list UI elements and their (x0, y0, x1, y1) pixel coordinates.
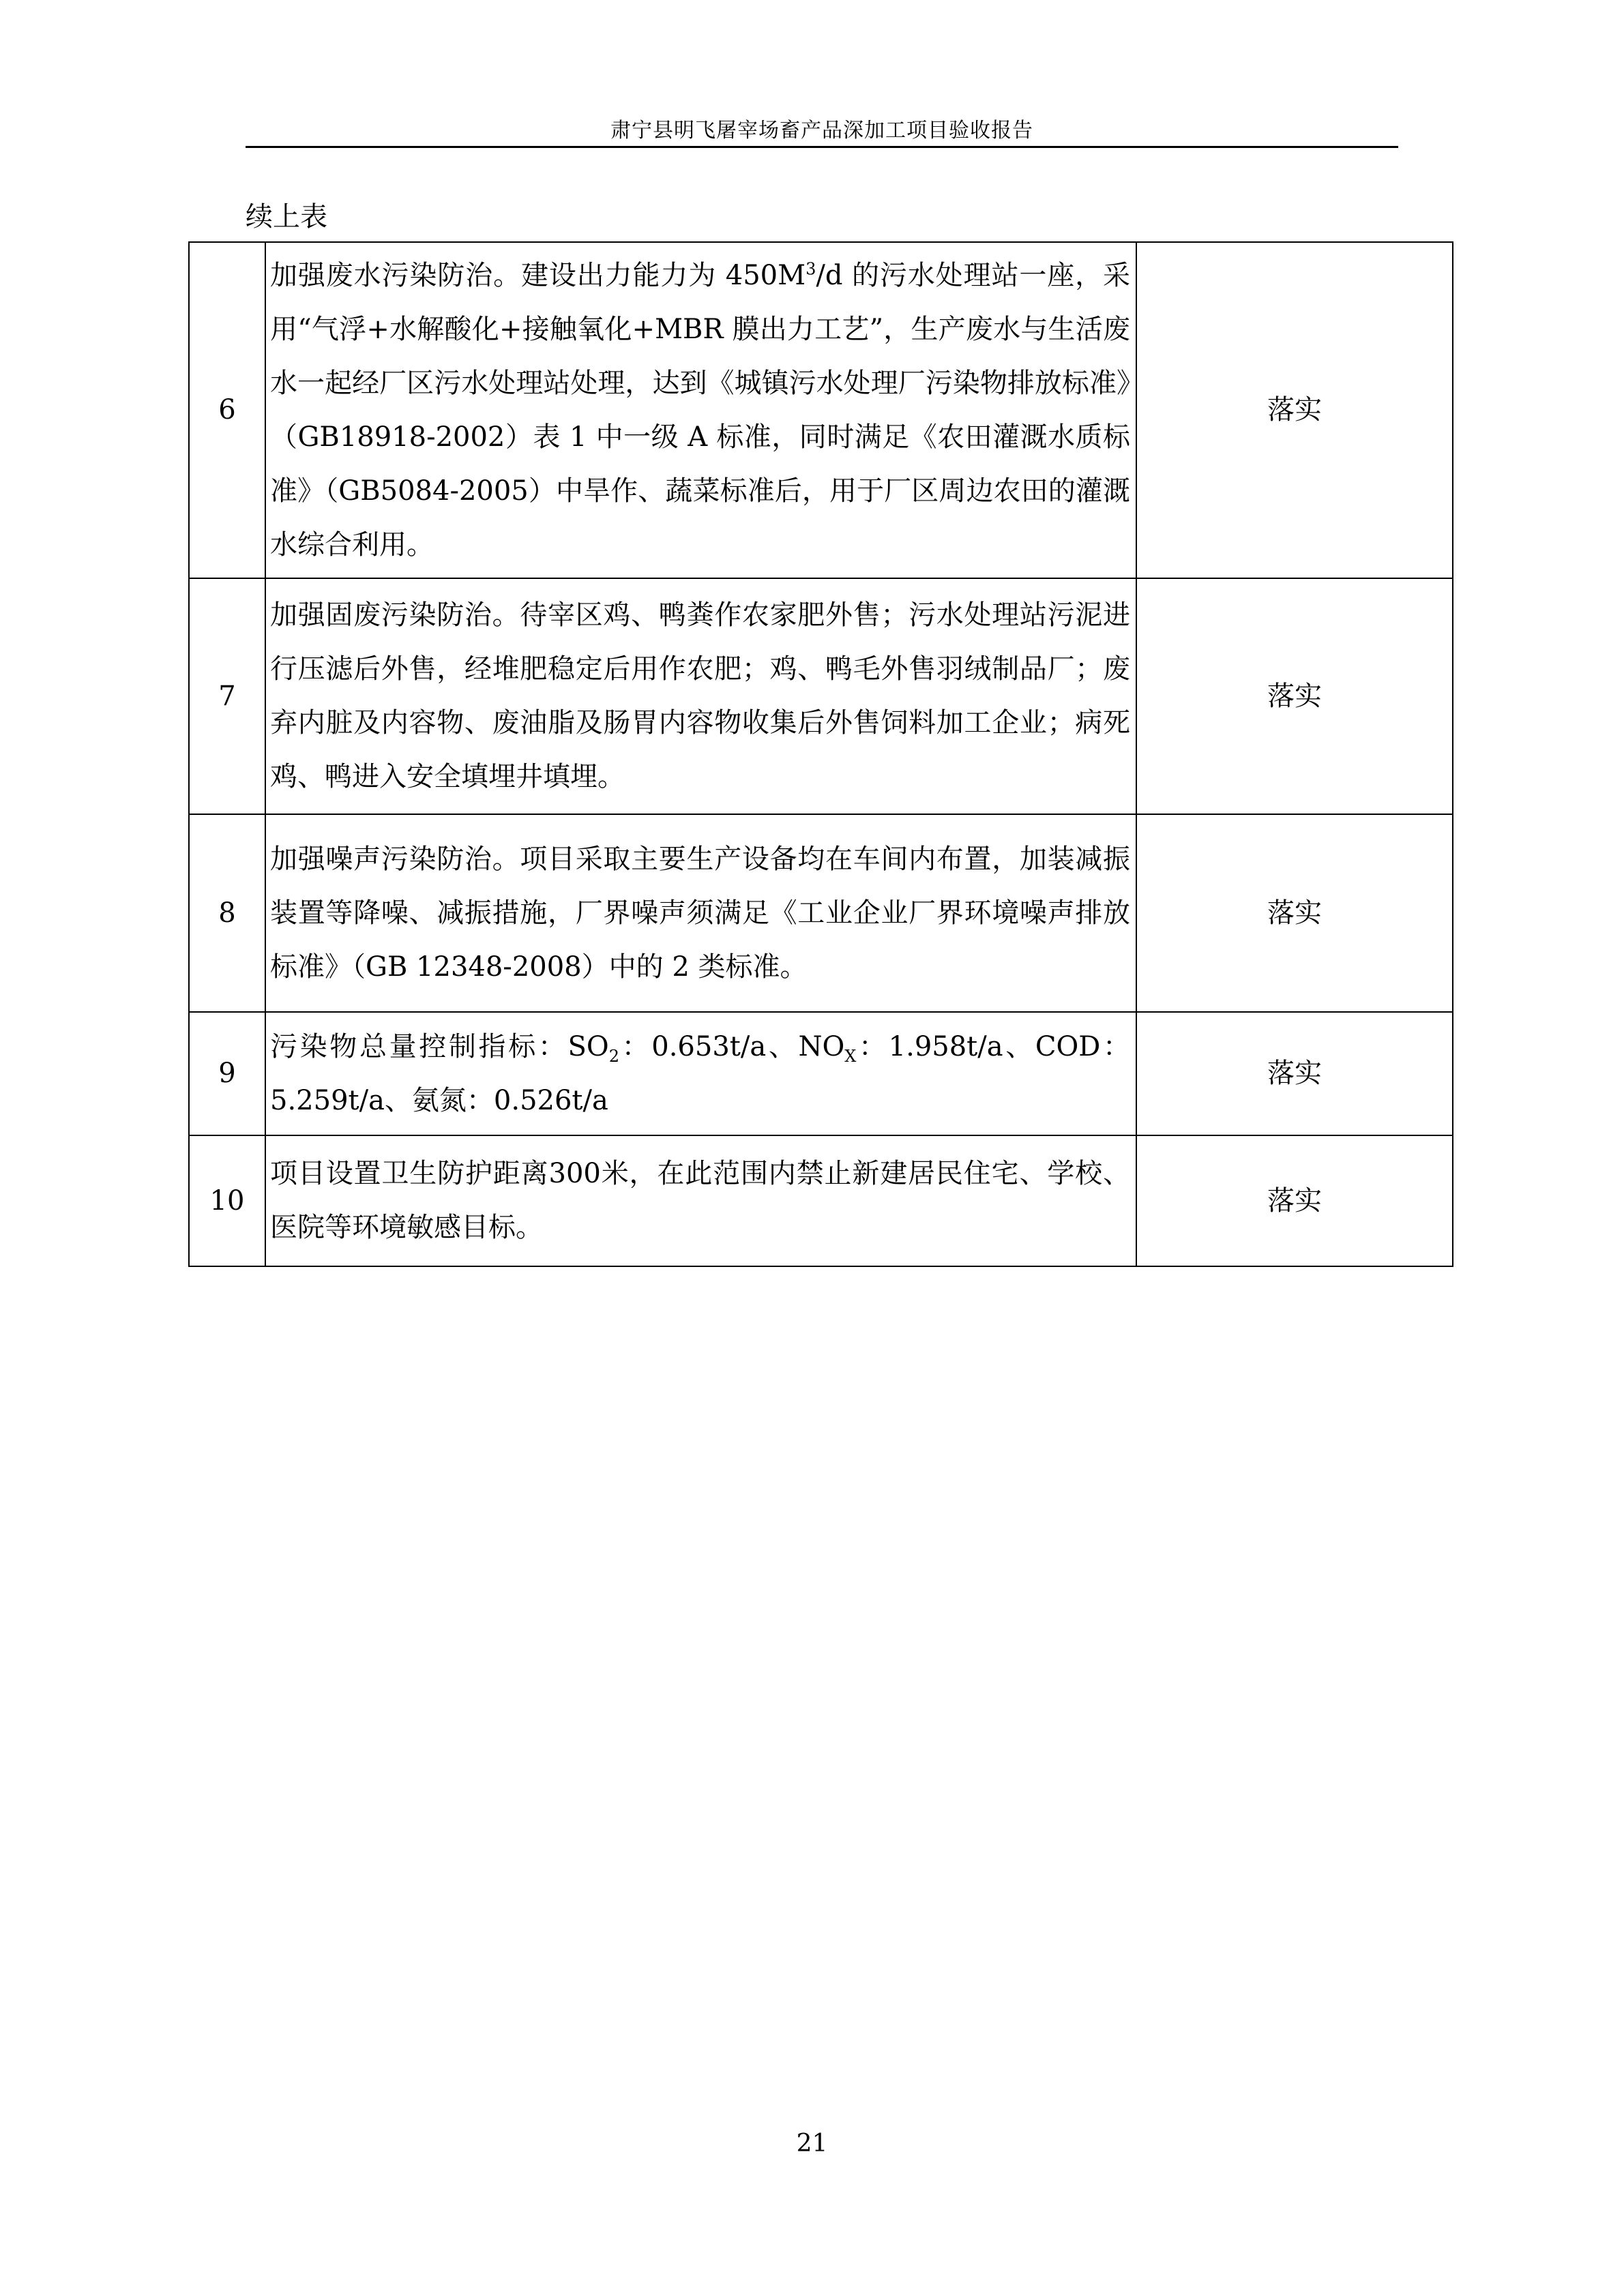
requirement-text-part: ：1.958t/a、COD：5.259t/a、氨氮：0.526t/a (270, 1030, 1130, 1116)
requirement-text (265, 242, 1136, 578)
page-header-title: 肃宁县明飞屠宰场畜产品深加工项目验收报告 (610, 119, 1033, 143)
table-row (189, 242, 1453, 578)
implementation-status: 落实 (1136, 578, 1453, 814)
subscript-index: X (844, 1046, 857, 1066)
page-number: 21 (796, 2130, 828, 2158)
requirement-text-part: 加强废水污染防治。建设出力能力为 450M (270, 259, 806, 291)
acceptance-table (188, 241, 1453, 1267)
table-row (189, 578, 1453, 814)
row-number: 8 (189, 814, 265, 1012)
table-row (189, 1012, 1453, 1135)
requirement-text-part: /d 的污水处理站一座，采用“气浮+水解酸化+接触氧化+MBR 膜出力工艺”，生产废水与生活废水一起经厂区污水处理站处理，达到《城镇污水处理厂污染物排放标准》（GB18918-2002）表 1 中一级 A 标准，同时满足《农田灌溉水质标准》（GB5084-2005）中旱作、蔬菜标准后，用于厂区周边农田的灌溉水综合利用。 (270, 259, 1130, 561)
subscript-index: 2 (608, 1046, 619, 1066)
requirement-text: 加强固废污染防治。待宰区鸡、鸭粪作农家肥外售；污水处理站污泥进行压滤后外售，经堆肥稳定后用作农肥；鸡、鸭毛外售羽绒制品厂；废弃内脏及内容物、废油脂及肠胃内容物收集后外售饲料加工企业；病死鸡、鸭进入安全填埋井填埋。 (265, 578, 1136, 814)
requirement-text: 项目设置卫生防护距离300米，在此范围内禁止新建居民住宅、学校、医院等环境敏感目标。 (265, 1135, 1136, 1266)
implementation-status: 落实 (1136, 1135, 1453, 1266)
requirement-text-part: ：0.653t/a、NO (619, 1030, 845, 1062)
table-row (189, 814, 1453, 1012)
row-number: 6 (189, 242, 265, 578)
implementation-status: 落实 (1136, 242, 1453, 578)
requirement-text (265, 1012, 1136, 1135)
implementation-status: 落实 (1136, 814, 1453, 1012)
implementation-status: 落实 (1136, 1012, 1453, 1135)
row-number: 9 (189, 1012, 265, 1135)
requirement-text: 加强噪声污染防治。项目采取主要生产设备均在车间内布置，加装减振装置等降噪、减振措施，厂界噪声须满足《工业企业厂界环境噪声排放标准》（GB 12348-2008）中的 2 类标准。 (265, 814, 1136, 1012)
requirement-text-part: 污染物总量控制指标：SO (270, 1030, 609, 1062)
row-number: 10 (189, 1135, 265, 1266)
row-number: 7 (189, 578, 265, 814)
continued-table-label: 续上表 (246, 201, 327, 233)
superscript-exponent: 3 (806, 259, 816, 279)
table-row (189, 1135, 1453, 1266)
header-divider (246, 146, 1398, 148)
